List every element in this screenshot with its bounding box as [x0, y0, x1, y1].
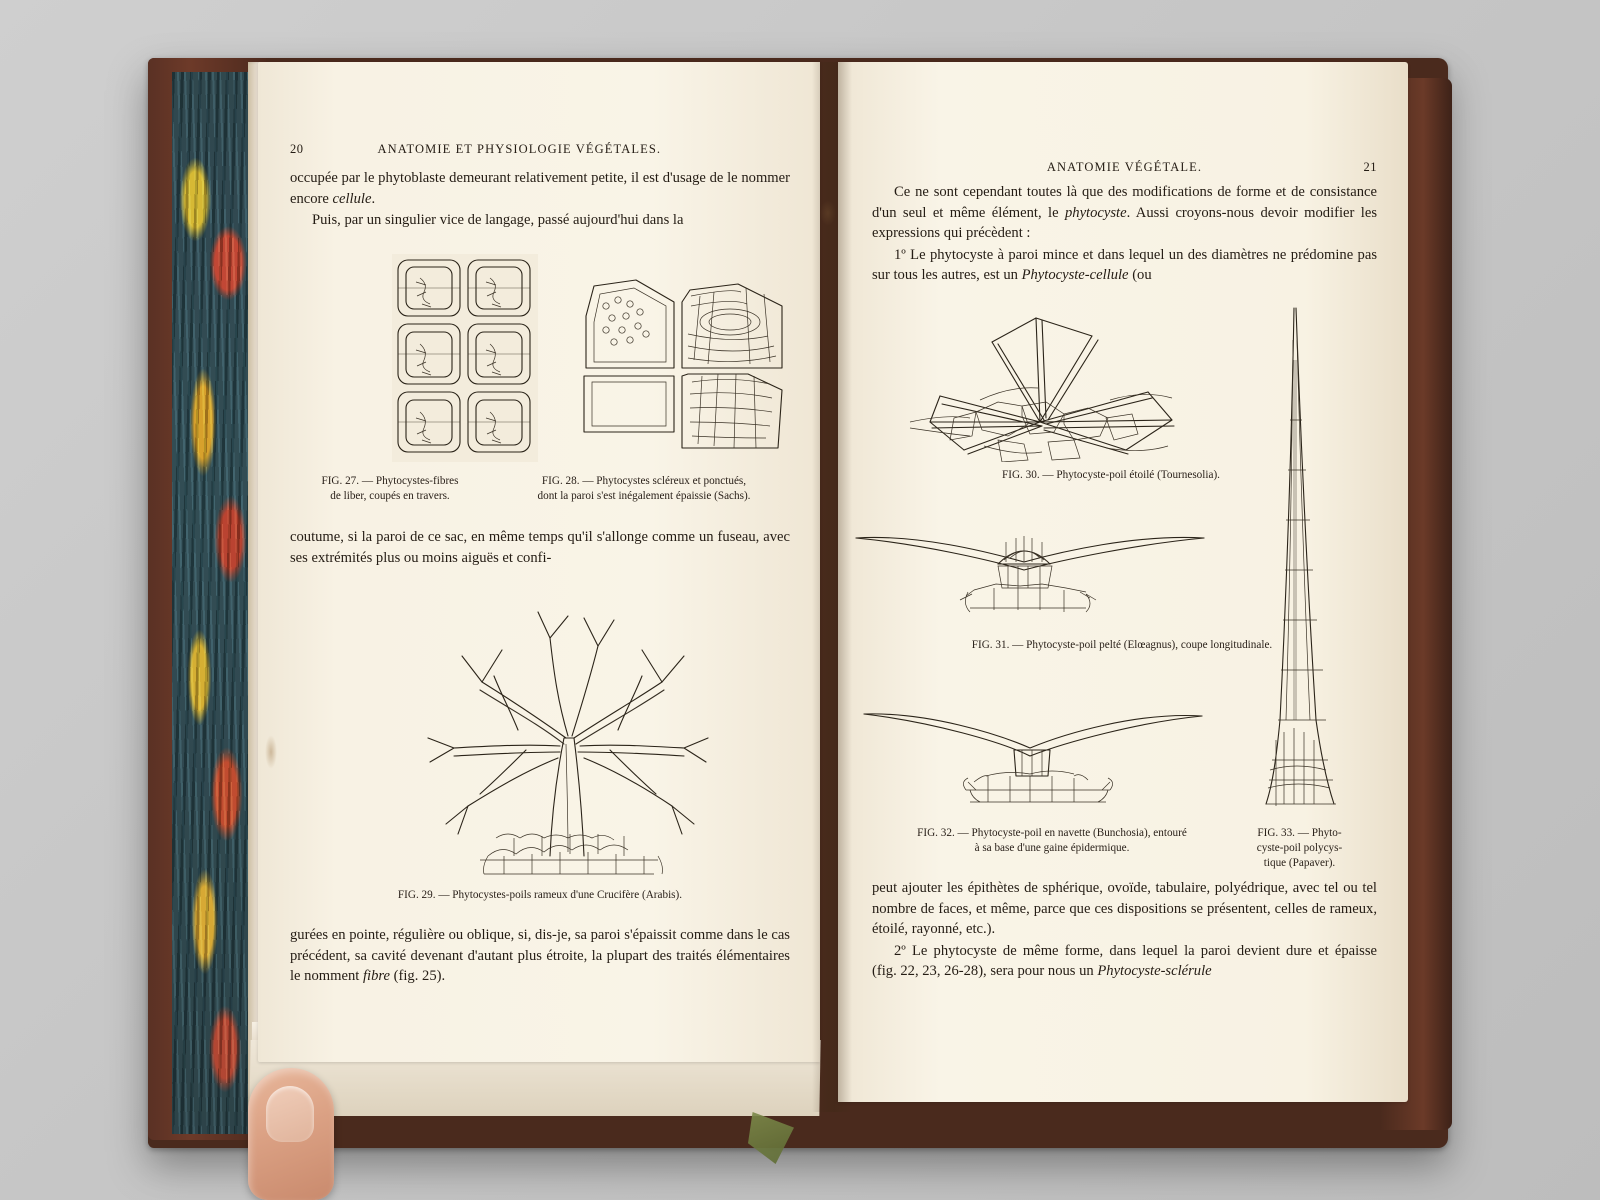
- right-page-text-bottom: [872, 878, 1377, 982]
- caption-fig-33: [1232, 826, 1367, 871]
- left-paragraph-1: occupée par le phytoblaste demeurant relativement petite, il est d'usage de le nommer encore cellule.: [290, 170, 790, 207]
- caption-fig-33-line2: cyste-poil polycys-: [1256, 842, 1343, 854]
- figure-33: [1236, 300, 1356, 830]
- right-page-header: [872, 160, 1377, 175]
- right-page-folio: 21: [1363, 160, 1377, 174]
- left-page-folio: 20: [290, 142, 304, 156]
- caption-fig-28: [498, 474, 790, 504]
- caption-fig-27-line1: FIG. 27. — Phytocystes-fibres: [321, 475, 459, 487]
- caption-fig-27-line2: de liber, coupés en travers.: [330, 490, 450, 502]
- caption-fig-33-line3: tique (Papaver).: [1263, 857, 1336, 869]
- caption-fig-29-text: FIG. 29. — Phytocystes-poils rameux d'une Crucifère (Arabis).: [397, 889, 683, 901]
- left-paragraph-2: Puis, par un singulier vice de langage, passé aujourd'hui dans la: [312, 212, 684, 228]
- caption-fig-30-text: FIG. 30. — Phytocyste-poil étoilé (Tournesolia).: [1002, 469, 1220, 481]
- caption-fig-28-line1: FIG. 28. — Phytocystes scléreux et ponctués,: [541, 475, 747, 487]
- left-paragraph-3: coutume, si la paroi de ce sac, en même temps qu'il s'allonge comme un fuseau, avec ses extrémités plus ou moins aiguës et confi-: [290, 529, 790, 566]
- caption-fig-32-line2: à sa base d'une gaine épidermique.: [974, 842, 1130, 854]
- figure-30: [880, 300, 1210, 462]
- left-page-running-head: ANATOMIE ET PHYSIOLOGIE VÉGÉTALES.: [377, 142, 662, 156]
- figure-28: [578, 272, 790, 464]
- right-paragraph-4: 2º Le phytocyste de même forme, dans lequel la paroi devient dure et épaisse (fig. 22, 23, 26-28), sera pour nous un Phytocyste-sclérule: [872, 942, 1377, 979]
- caption-fig-32-line1: FIG. 32. — Phytocyste-poil en navette (Bunchosia), entouré: [917, 827, 1187, 839]
- page-stain-left: [265, 735, 277, 769]
- left-page-text-middle: [290, 527, 790, 568]
- figure-31: [848, 508, 1240, 620]
- marbled-endpaper: [172, 72, 250, 1134]
- left-page-text-bottom: [290, 925, 790, 987]
- figure-29: [418, 598, 718, 878]
- left-page-text-top: [290, 168, 790, 231]
- left-page-captions-row: [290, 474, 790, 504]
- page-stain-right: [820, 200, 836, 226]
- caption-row-32-33: [872, 826, 1377, 871]
- caption-fig-29: [290, 888, 790, 903]
- thumbnail: [266, 1086, 314, 1142]
- caption-fig-33-line1: FIG. 33. — Phyto-: [1257, 827, 1342, 839]
- caption-fig-27: [290, 474, 490, 504]
- right-paragraph-1: Ce ne sont cependant toutes là que des modifications de forme et de consistance d'un seul et même élément, le phytocyste. Aussi croyons-nous devoir modifier les expressions qui précèdent :: [872, 184, 1378, 241]
- caption-fig-31-text: FIG. 31. — Phytocyste-poil pelté (Elœagnus), coupe longitudinale.: [971, 639, 1273, 651]
- right-paragraph-3: peut ajouter les épithètes de sphérique, ovoïde, tabulaire, polyédrique, avec tel ou tel nombre de faces, et même, parce que ces dispositions se présentent, celles de rameux, étoilé, rayonné, etc.).: [872, 880, 1377, 937]
- left-paragraph-4: gurées en pointe, régulière ou oblique, si, dis-je, sa paroi s'épaissit comme dans le cas précédent, sa cavité devenant d'autant plus étroite, la plupart des traités élémentaires le nomment fibre (fig. 25).: [290, 927, 790, 984]
- figure-27: [390, 252, 540, 464]
- caption-fig-32: [872, 826, 1232, 871]
- right-paragraph-2: 1º Le phytocyste à paroi mince et dans lequel un des diamètres ne prédomine pas sur tous les autres, est un Phytocyste-cellule (ou: [872, 246, 1377, 283]
- caption-fig-28-line2: dont la paroi s'est inégalement épaissie (Sachs).: [537, 490, 751, 502]
- left-page-header: [290, 142, 790, 157]
- right-page-running-head: ANATOMIE VÉGÉTALE.: [1046, 160, 1203, 174]
- right-page-text-top: [872, 182, 1377, 286]
- figure-32: [858, 690, 1224, 812]
